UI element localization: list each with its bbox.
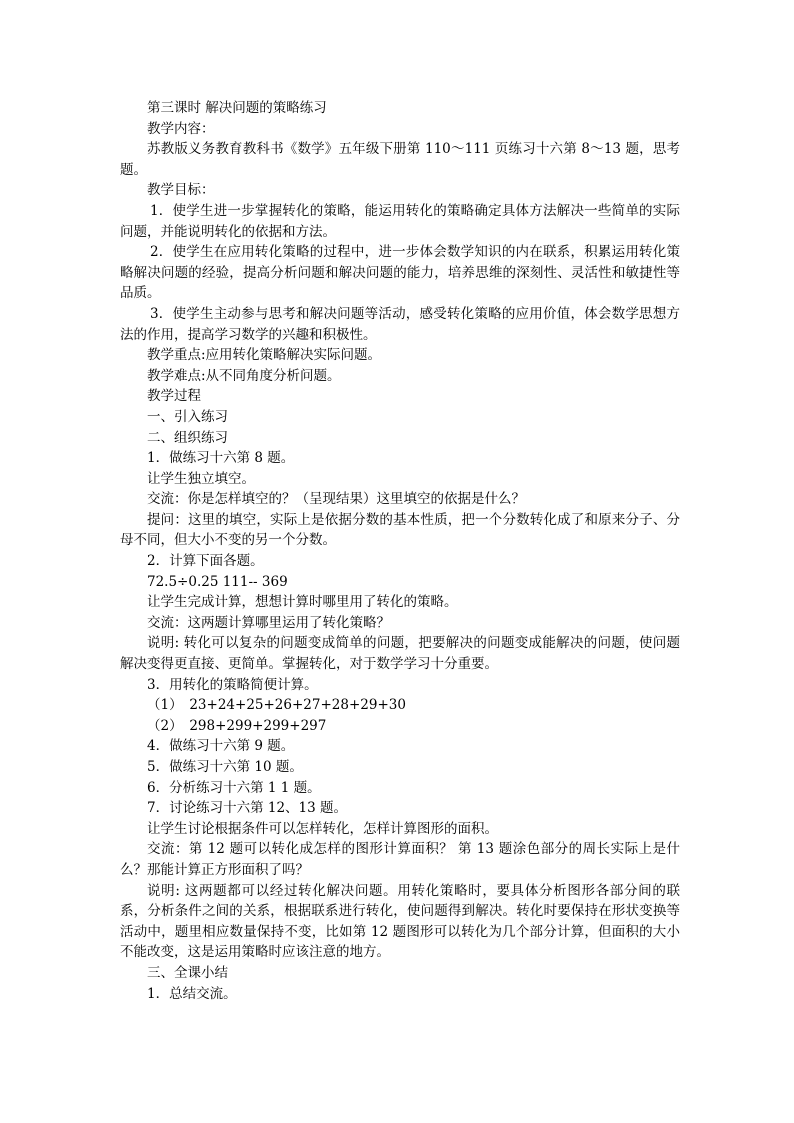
part-3-heading: 三、全课小结 xyxy=(147,964,228,981)
objective-1: 1．使学生进一步掌握转化的策略，能运用转化的策略确定具体方法解决一些简单的实际问题，并能说明转化的依据和方法。 xyxy=(120,202,680,240)
exercise-2: 2．计算下面各题。 xyxy=(147,553,264,570)
key-point: 教学重点:应用转化策略解决实际问题。 xyxy=(147,347,382,364)
paragraph-discussion: 让学生讨论根据条件可以怎样转化，怎样计算图形的面积。 xyxy=(147,820,498,837)
exercise-7: 7．讨论练习十六第 12、13 题。 xyxy=(147,800,348,817)
paragraph-question: 提问：这里的填空，实际上是依据分数的基本性质，把一个分数转化成了和原来分子、分母不同，但大小不变的另一个分数。 xyxy=(120,511,680,549)
paragraph-exchange-1: 交流：你是怎样填空的？（呈现结果）这里填空的依据是什么？ xyxy=(147,491,525,508)
part-2-heading: 二、组织练习 xyxy=(147,429,228,446)
exercise-6: 6．分析练习十六第 1 1 题。 xyxy=(147,779,321,796)
section-heading-content: 教学内容： xyxy=(147,120,215,137)
section-heading-process: 教学过程 xyxy=(147,388,201,405)
paragraph-explanation-2: 说明: 这两题都可以经过转化解决问题。用转化策略时，要具体分析图形各部分间的联系，分析条件之间的关系，根据联系进行转化，使问题得到解决。转化时要保持在形状变换等活动中，题里相应数量保持不变，比如第 12 题图形可以转化为几个部分计算，但面积的大小不能改变，这是运用策略时应该注意的地方。 xyxy=(120,882,680,961)
paragraph-content: 苏教版义务教育教科书《数学》五年级下册第 110～111 页练习十六第 8～13 题，思考题。 xyxy=(120,141,680,178)
calc-item-2: （2） 298+299+299+297 xyxy=(147,717,327,734)
exercise-4: 4．做练习十六第 9 题。 xyxy=(147,738,295,755)
exercise-1: 1．做练习十六第 8 题。 xyxy=(147,450,295,467)
calculation-line: 72.5÷0.25 111-- 369 xyxy=(147,573,288,590)
lesson-title: 第三课时 解决问题的策略练习 xyxy=(147,100,327,116)
exercise-3: 3．用转化的策略简便计算。 xyxy=(147,676,318,693)
paragraph-exchange-3: 交流：第 12 题可以转化成怎样的图形计算面积？ 第 13 题涂色部分的周长实际上是什么？那能计算正方形面积了吗？ xyxy=(120,841,680,878)
objective-3: 3．使学生主动参与思考和解决问题等活动，感受转化策略的应用价值，体会数学思想方法的作用，提高学习数学的兴趣和积极性。 xyxy=(120,305,680,343)
paragraph-explanation-1: 说明: 转化可以复杂的问题变成简单的问题，把要解决的问题变成能解决的问题，使问题解决变得更直接、更简单。掌握转化，对于数学学习十分重要。 xyxy=(120,635,680,673)
exercise-5: 5．做练习十六第 10 题。 xyxy=(147,759,303,775)
objective-2: 2．使学生在应用转化策略的过程中，进一步体会数学知识的内在联系，积累运用转化策略解决问题的经验，提高分析问题和解决问题的能力，培养思维的深刻性、灵活性和敏捷性等品质。 xyxy=(120,244,680,302)
summary-1: 1．总结交流。 xyxy=(147,985,237,1002)
paragraph-complete-calc: 让学生完成计算，想想计算时哪里用了转化的策略。 xyxy=(147,594,458,611)
section-heading-objectives: 教学目标： xyxy=(147,182,215,199)
part-1-heading: 一、引入练习 xyxy=(147,408,228,425)
paragraph-exchange-2: 交流：这两题计算哪里运用了转化策略？ xyxy=(147,614,390,631)
paragraph-independent-fill: 让学生独立填空。 xyxy=(147,470,255,487)
difficult-point: 教学难点:从不同角度分析问题。 xyxy=(147,367,341,384)
calc-item-1: （1） 23+24+25+26+27+28+29+30 xyxy=(147,697,406,714)
document-body xyxy=(120,98,680,1004)
